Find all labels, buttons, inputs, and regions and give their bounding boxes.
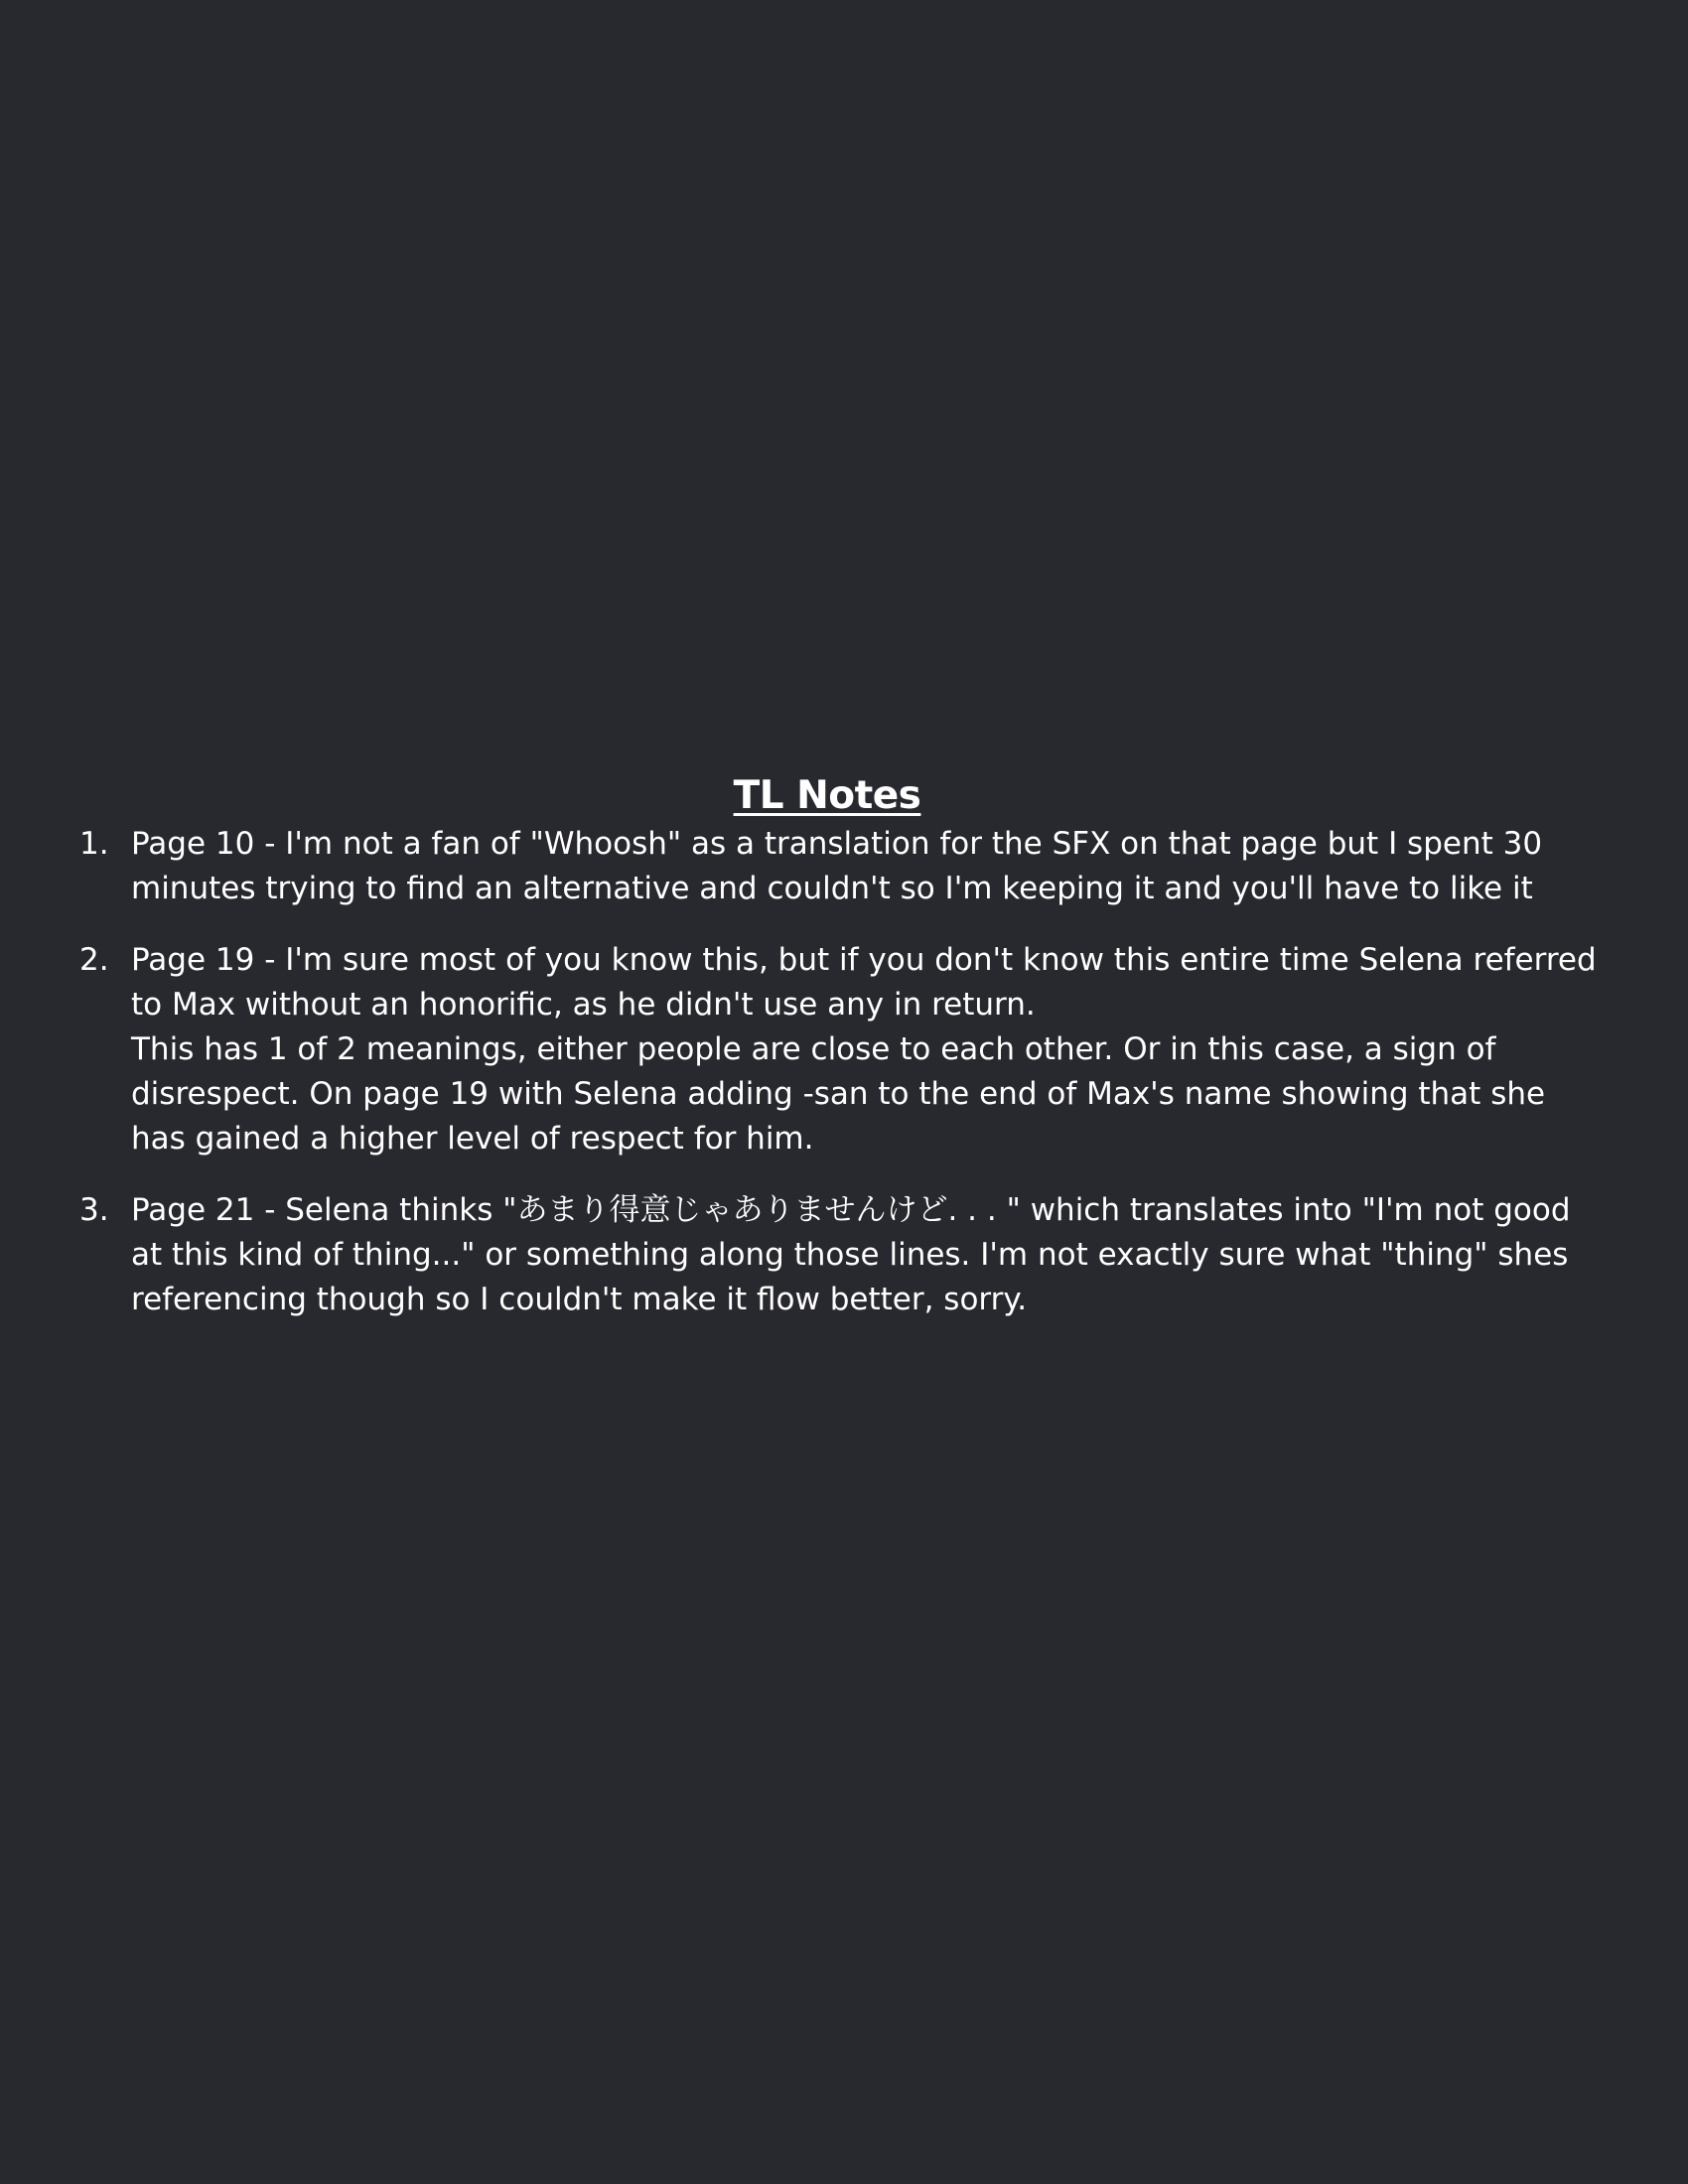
note-text	[131, 938, 1609, 1161]
note-text	[131, 1188, 1609, 1322]
note-paragraph: This has 1 of 2 meanings, either people are close to each other. Or in this case, a sign of disrespect. On page 19 with Selena adding -san to the end of Max's name showing that she has gained a higher level of respect for him.	[131, 1031, 1546, 1157]
note-number: 2.	[79, 942, 109, 978]
note-text	[131, 822, 1609, 911]
note-paragraph: Page 10 - I'm not a fan of "Whoosh" as a translation for the SFX on that page but I spent 30 minutes trying to find an alternative and couldn't so I'm keeping it and you'll have to like it	[131, 826, 1543, 906]
note-item-3	[79, 1188, 1609, 1322]
page-title: TL Notes	[733, 773, 921, 818]
note-item-2	[79, 938, 1609, 1161]
note-item-1	[79, 822, 1609, 911]
note-number: 1.	[79, 826, 109, 862]
note-paragraph: Page 21 - Selena thinks "あまり得意じゃありませんけど. . . " which translates into "I'm not good at this kind of thing..." or something along those lines. I'm not exactly sure what "thing" shes referencing though so I couldn't make it flow better, sorry.	[131, 1192, 1571, 1317]
notes-list	[79, 822, 1609, 1349]
note-paragraph: Page 19 - I'm sure most of you know this, but if you don't know this entire time Selena referred to Max without an honorific, as he didn't use any in return.	[131, 942, 1597, 1023]
note-number: 3.	[79, 1192, 109, 1228]
